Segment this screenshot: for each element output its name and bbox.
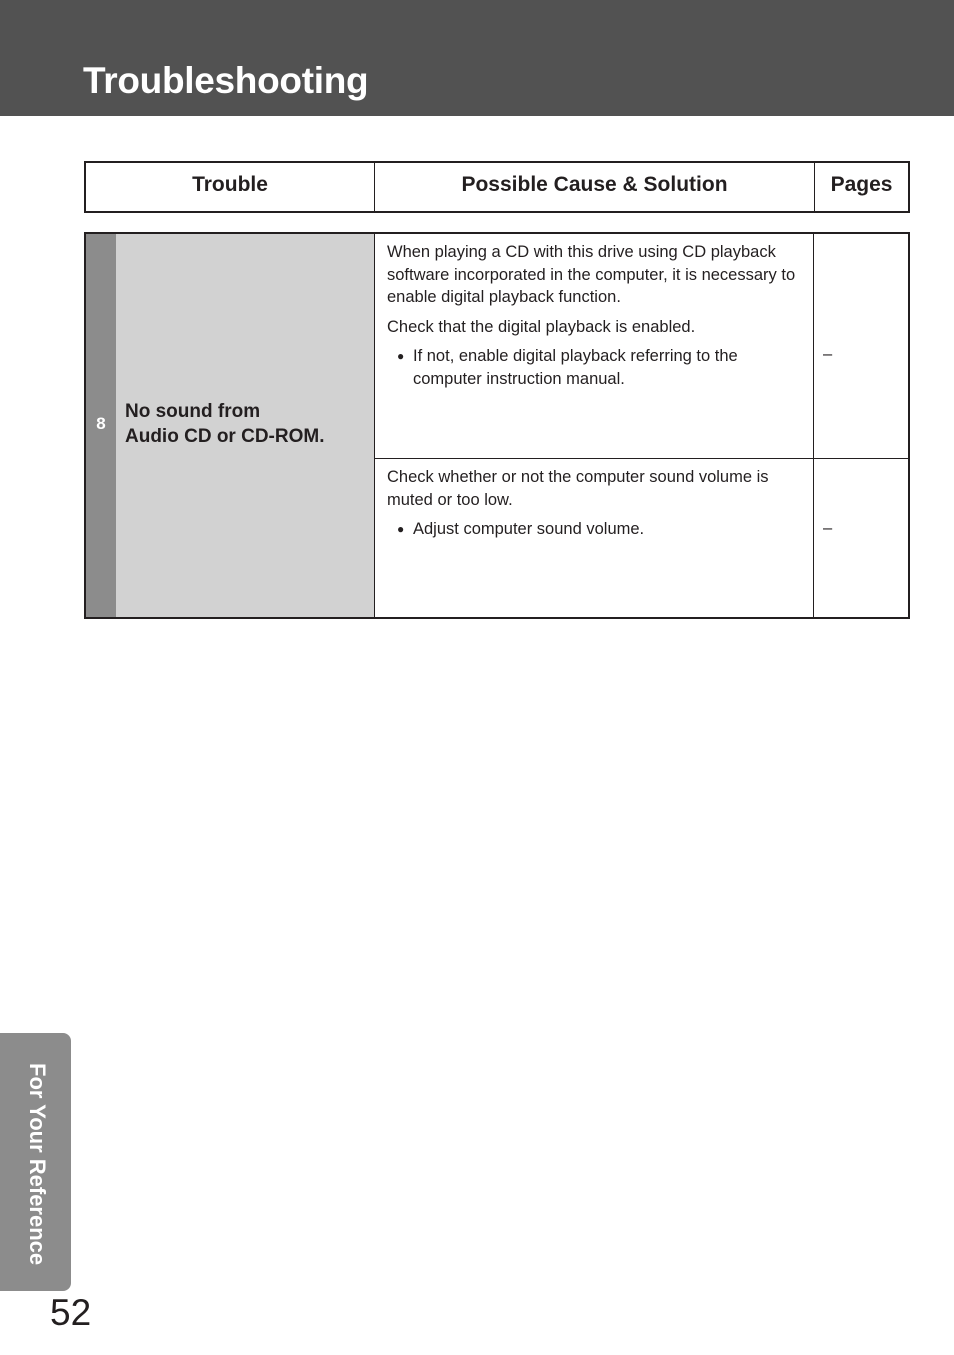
table-row xyxy=(375,234,910,459)
pages-cell xyxy=(814,234,910,458)
solution-text: If not, enable digital playback referring to the computer instruction manual. xyxy=(413,347,738,388)
trouble-line-2: Audio CD or CD-ROM. xyxy=(125,426,325,447)
bullet-icon: ● xyxy=(397,349,405,363)
header-band xyxy=(0,0,954,116)
pages-value: – xyxy=(823,345,833,363)
section-side-tab-label: For Your Reference xyxy=(25,1063,50,1266)
trouble-description xyxy=(125,399,324,449)
solution-bullet xyxy=(397,518,801,541)
cause-paragraph: When playing a CD with this drive using CD playback software incorporated in the computer, it is necessary to enable digital playback function. xyxy=(387,243,796,306)
solution-bullet xyxy=(397,345,801,390)
column-header-cause: Possible Cause & Solution xyxy=(375,163,815,211)
entry-number: 8 xyxy=(96,414,106,433)
cause-paragraph: Check whether or not the computer sound volume is muted or too low. xyxy=(387,468,769,509)
page-number: 52 xyxy=(50,1292,92,1333)
table-header xyxy=(84,161,910,213)
check-paragraph: Check that the digital playback is enabled. xyxy=(387,317,696,336)
cause-solution-cell xyxy=(375,459,814,617)
entry-number-column xyxy=(86,234,116,617)
column-header-pages: Pages xyxy=(830,173,893,196)
bullet-icon: ● xyxy=(397,522,405,536)
section-side-tab xyxy=(0,1033,71,1291)
trouble-entry-table xyxy=(84,232,910,619)
table-row xyxy=(375,459,910,617)
trouble-line-1: No sound from xyxy=(125,401,261,422)
solution-text: Adjust computer sound volume. xyxy=(413,520,645,538)
trouble-column xyxy=(116,234,375,617)
column-header-trouble: Trouble xyxy=(86,163,375,211)
page-title: Troubleshooting xyxy=(83,60,369,101)
pages-cell xyxy=(814,459,910,617)
cause-solution-cell xyxy=(375,234,814,458)
pages-value: – xyxy=(823,519,833,537)
